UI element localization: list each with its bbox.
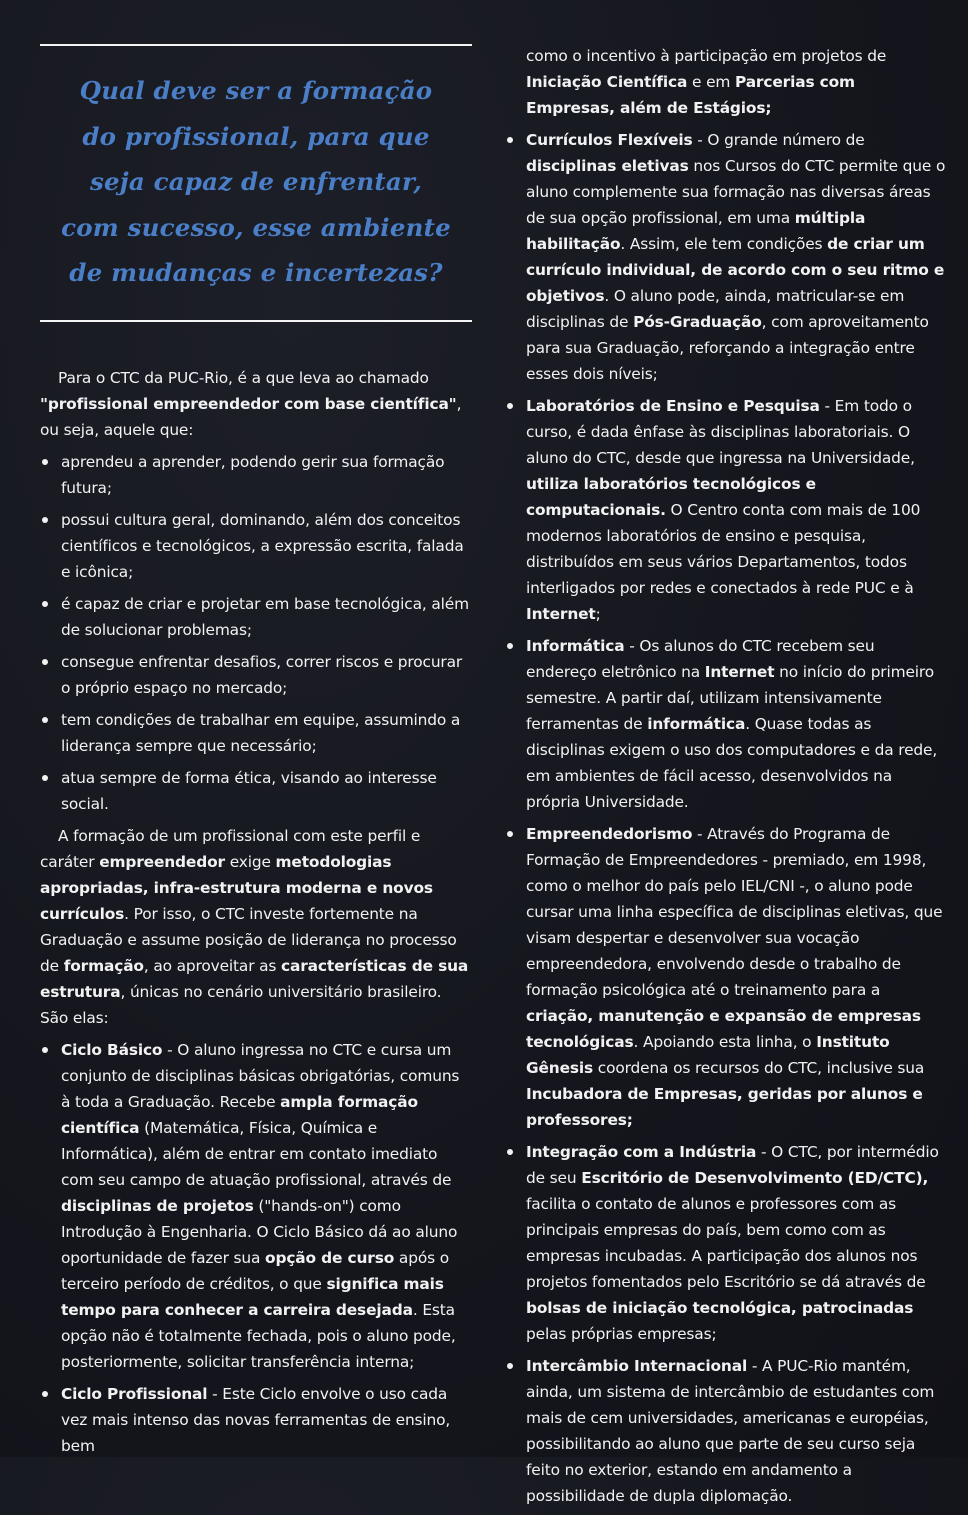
bullet-icon [42,1391,48,1397]
text: - A PUC-Rio mantém, ainda, um sistema de intercâmbio de estudantes com mais de cem universidades, americanas e européias, possibilitando ao aluno que parte de seu curso seja feito no exterior, estando em andamento a possibilidade de dupla diplomação. [526,1357,935,1505]
item-title: Informática [526,637,625,655]
list-item-text: aprendeu a aprender, podendo gerir sua formação futura; [61,453,445,497]
profile-list [40,449,470,817]
text: nos Cursos do CTC permite que o aluno complemente sua formação nas diversas áreas de sua opção profissional, em uma [526,157,946,227]
emphasis: bolsas de iniciação tecnológica, patrocinadas [526,1299,914,1317]
headline-line: Qual deve ser a formação [79,76,433,105]
list-item-curriculos [505,127,947,387]
headline-line: com sucesso, esse ambiente [61,212,451,242]
item-title: Currículos Flexíveis [526,131,693,149]
emphasis: Incubadora de Empresas, geridas por alunos e professores; [526,1085,923,1129]
headline-line: seja capaz de enfrentar, [89,167,423,196]
bullet-icon [507,1149,513,1155]
text: e em [687,73,735,91]
structure-paragraph [40,823,470,1031]
list-item-text: é capaz de criar e projetar em base tecnológica, além de solucionar problemas; [61,595,469,639]
text: - Este Ciclo envolve o uso cada vez mais intenso das novas ferramentas de ensino, bem [61,1385,451,1455]
text: após o terceiro período de créditos, o que [61,1249,449,1293]
emphasis: Internet [704,663,775,681]
bullet-icon [42,717,48,723]
text: , únicas no cenário universitário brasileiro. São elas: [40,983,442,1027]
bullet-icon [507,831,513,837]
emphasis: Parcerias com Empresas, além de Estágios; [526,73,855,117]
list-item [40,649,470,701]
text: . Quase todas as disciplinas exigem o uso dos computadores e da rede, em ambientes de fácil acesso, desenvolvidos na própria Universidade. [526,715,938,811]
bullet-icon [42,659,48,665]
emphasis: Pós-Graduação [633,313,762,331]
text: como o incentivo à participação em projetos de [526,47,887,65]
bullet-icon [42,1047,48,1053]
list-item-text: tem condições de trabalhar em equipe, assumindo a liderança sempre que necessário; [61,711,461,755]
text: facilita o contato de alunos e professores com as principais empresas do país, bem como com as empresas incubadas. A participação dos alunos nos projetos fomentados pelo Escritório se dá através de [526,1195,926,1291]
emphasis: ampla formação científica [61,1093,418,1137]
ciclo-profissional-continuation [505,43,947,121]
text: , com aproveitamento para sua Graduação, reforçando a integração entre esses dois níveis; [526,313,929,383]
structure-list-left [40,1037,470,1459]
headline-line: do profissional, para que [82,121,430,151]
text: . Por isso, o CTC investe fortemente na Graduação e assume posição de liderança no processo de [40,905,457,975]
emphasis: características de sua estrutura [40,957,469,1001]
emphasis: Iniciação Científica [526,73,688,91]
emphasis: formação [63,957,144,975]
list-item-text: consegue enfrentar desafios, correr riscos e procurar o próprio espaço no mercado; [61,653,463,697]
bottom-rule [40,320,472,322]
emphasis: metodologias apropriadas, infra-estrutura moderna e novos currículos [40,853,433,923]
text: ; [595,605,601,623]
text: . Assim, ele tem condições [620,235,828,253]
text: O Centro conta com mais de 100 modernos laboratórios de ensino e pesquisa, distribuídos em seus vários Departamentos, todos interligados por redes e conectados à rede PUC e à [526,501,921,597]
list-item-text: possui cultura geral, dominando, além dos conceitos científicos e tecnológicos, a expressão escrita, falada e icônica; [61,511,464,581]
right-column [505,43,947,1515]
text: . Apoiando esta linha, o [633,1033,817,1051]
text: exige [224,853,276,871]
text: no início do primeiro semestre. A partir daí, utilizam intensivamente ferramentas de [526,663,935,733]
bullet-icon [42,601,48,607]
text: , ao aproveitar as [143,957,282,975]
intro-paragraph [40,365,470,443]
item-title: Intercâmbio Internacional [526,1357,748,1375]
text: - O aluno ingressa no CTC e cursa um conjunto de disciplinas básicas obrigatórias, comuns à toda a Graduação. Recebe [61,1041,460,1111]
emphasis: criação, manutenção e expansão de empresas tecnológicas [526,1007,921,1051]
bullet-icon [507,643,513,649]
bullet-icon [507,403,513,409]
text: pelas próprias empresas; [526,1325,717,1343]
text: - Os alunos do CTC recebem seu endereço eletrônico na [526,637,875,681]
text: (Matemática, Física, Química e Informática), além de entrar em contato imediato com seu campo de atuação profissional, através de [61,1119,452,1189]
emphasis: Instituto Gênesis [526,1033,890,1077]
top-rule [40,44,472,46]
emphasis: informática [647,715,746,733]
emphasis: opção de curso [265,1249,395,1267]
bullet-icon [507,1363,513,1369]
text: ("hands-on") como Introdução à Engenharia. O Ciclo Básico dá ao aluno oportunidade de fazer sua [61,1197,458,1267]
emphasis: empreendedor [99,853,225,871]
headline-question [40,68,472,296]
text: - O grande número de [692,131,865,149]
list-item-empreendedorismo [505,821,947,1133]
emphasis: significa mais tempo para conhecer a carreira desejada [61,1275,444,1319]
text: - Em todo o curso, é dada ênfase às disciplinas laboratoriais. O aluno do CTC, desde que ingressa na Universidade, [526,397,915,467]
list-item-text: atua sempre de forma ética, visando ao interesse social. [61,769,437,813]
list-item [40,591,470,643]
list-item-ciclo-profissional [40,1381,470,1459]
list-item-laboratorios [505,393,947,627]
text: coordena os recursos do CTC, inclusive sua [593,1059,925,1077]
emphasis: disciplinas eletivas [526,157,689,175]
emphasis: utiliza laboratórios tecnológicos e computacionais. [526,475,816,519]
emphasis: de criar um currículo individual, de acordo com o seu ritmo e objetivos [526,235,945,305]
headline-line: de mudanças e incertezas? [69,258,443,287]
item-title: Ciclo Básico [61,1041,163,1059]
item-title: Laboratórios de Ensino e Pesquisa [526,397,820,415]
emphasis: múltipla habilitação [526,209,866,253]
text: . O aluno pode, ainda, matricular-se em disciplinas de [526,287,905,331]
emphasis: Escritório de Desenvolvimento (ED/CTC), [581,1169,929,1187]
text: Para o CTC da PUC-Rio, é a que leva ao chamado [58,369,429,387]
left-column [40,365,470,1465]
bullet-icon [42,517,48,523]
text: - O CTC, por intermédio de seu [526,1143,939,1187]
list-item [40,707,470,759]
bullet-icon [42,775,48,781]
emphasis: disciplinas de projetos [61,1197,254,1215]
list-item-ciclo-basico [40,1037,470,1375]
emphasis: Internet [526,605,596,623]
text: , ou seja, aquele que: [40,395,462,439]
item-title: Integração com a Indústria [526,1143,757,1161]
bullet-icon [42,459,48,465]
list-item-intercambio [505,1353,947,1509]
list-item-informatica [505,633,947,815]
list-item [40,765,470,817]
emphasis: "profissional empreendedor com base científica" [40,395,457,413]
list-item [40,507,470,585]
bullet-icon [507,137,513,143]
item-title: Ciclo Profissional [61,1385,208,1403]
text: - Através do Programa de Formação de Empreendedores - premiado, em 1998, como o melhor do país pelo IEL/CNI -, o aluno pode cursar uma linha específica de disciplinas eletivas, que visam despertar e desenvolver sua vocação empreendedora, envolvendo desde o trabalho de formação psicológica até o treinamento para a [526,825,943,999]
structure-list-right [505,127,947,1509]
list-item [40,449,470,501]
list-item-integracao [505,1139,947,1347]
item-title: Empreendedorismo [526,825,693,843]
text: . Esta opção não é totalmente fechada, pois o aluno pode, posteriormente, solicitar transferência interna; [61,1301,456,1371]
text: A formação de um profissional com este perfil e caráter [40,827,421,871]
